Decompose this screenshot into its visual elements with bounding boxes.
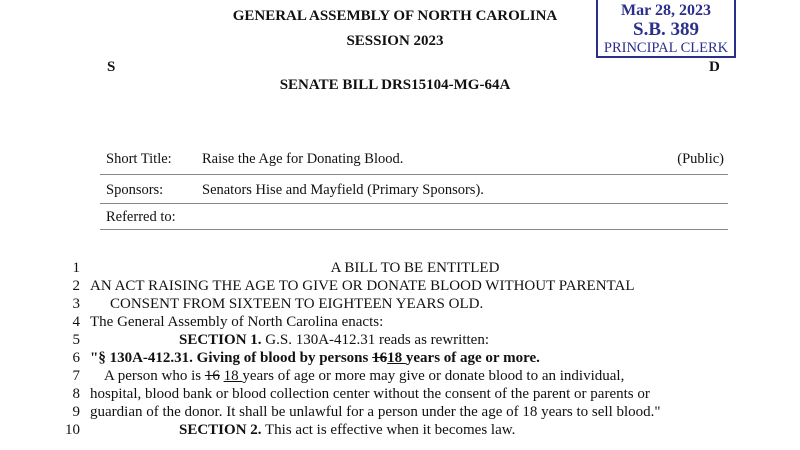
inserted-text: 18 [387,350,406,366]
statute-body-line [104,368,624,385]
sponsors-value: Senators Hise and Mayfield (Primary Sponsors). [202,182,484,198]
divider [100,203,728,204]
statute-body-line: guardian of the donor. It shall be unlawful for a person under the age of 18 years to sell blood." [90,404,661,420]
line-number: 4 [72,314,80,330]
section-2-heading: SECTION 2. [179,422,262,438]
line-number: 1 [72,260,80,276]
statute-text: A person who is [104,368,205,384]
section-1-line [179,332,489,349]
enacting-clause: The General Assembly of North Carolina enacts: [90,314,384,330]
act-title-line: AN ACT RAISING THE AGE TO GIVE OR DONATE BLOOD WITHOUT PARENTAL [90,278,635,294]
bill-heading: A BILL TO BE ENTITLED [330,260,500,276]
line-number: 5 [72,332,80,348]
line-number: 2 [72,278,80,294]
short-title-label: Short Title: [106,151,172,167]
section-2-line [179,422,515,439]
line-number: 10 [65,422,80,438]
session-title: SESSION 2023 [346,33,444,49]
clerk-stamp [596,0,736,58]
divider [100,229,728,230]
statute-heading [90,350,540,367]
divider [100,174,728,175]
section-1-heading: SECTION 1. [179,332,262,348]
statute-text: years of age or more may give or donate blood to an individual, [242,368,625,384]
chamber-left: S [107,59,116,75]
assembly-title: GENERAL ASSEMBLY OF NORTH CAROLINA [232,8,558,24]
deleted-text: 16 [204,368,220,384]
referred-label: Referred to: [106,209,176,225]
line-number: 8 [72,386,80,402]
statute-body-line: hospital, blood bank or blood collection center without the consent of the parent or parents or [90,386,650,402]
deleted-text: 16 [372,350,388,366]
section-1-text: G.S. 130A-412.31 reads as rewritten: [261,332,489,348]
line-number: 6 [72,350,80,366]
inserted-text: 18 [223,368,243,384]
act-title-line: CONSENT FROM SIXTEEN TO EIGHTEEN YEARS OLD. [110,296,484,312]
line-number: 3 [72,296,80,312]
sponsors-label: Sponsors: [106,182,164,198]
bill-id: SENATE BILL DRS15104-MG-64A [279,77,511,93]
public-label: (Public) [677,151,724,167]
short-title-value: Raise the Age for Donating Blood. [202,151,404,167]
stamp-date: Mar 28, 2023 [621,2,711,19]
chamber-right: D [709,59,720,75]
statute-heading-text: "§ 130A-412.31. Giving of blood by persons [90,350,373,366]
section-2-text: This act is effective when it becomes law. [261,422,516,438]
stamp-office: PRINCIPAL CLERK [603,40,729,56]
stamp-bill-number: S.B. 389 [633,19,699,40]
line-number: 9 [72,404,80,420]
statute-heading-text: years of age or more. [405,350,540,366]
line-number: 7 [72,368,80,384]
